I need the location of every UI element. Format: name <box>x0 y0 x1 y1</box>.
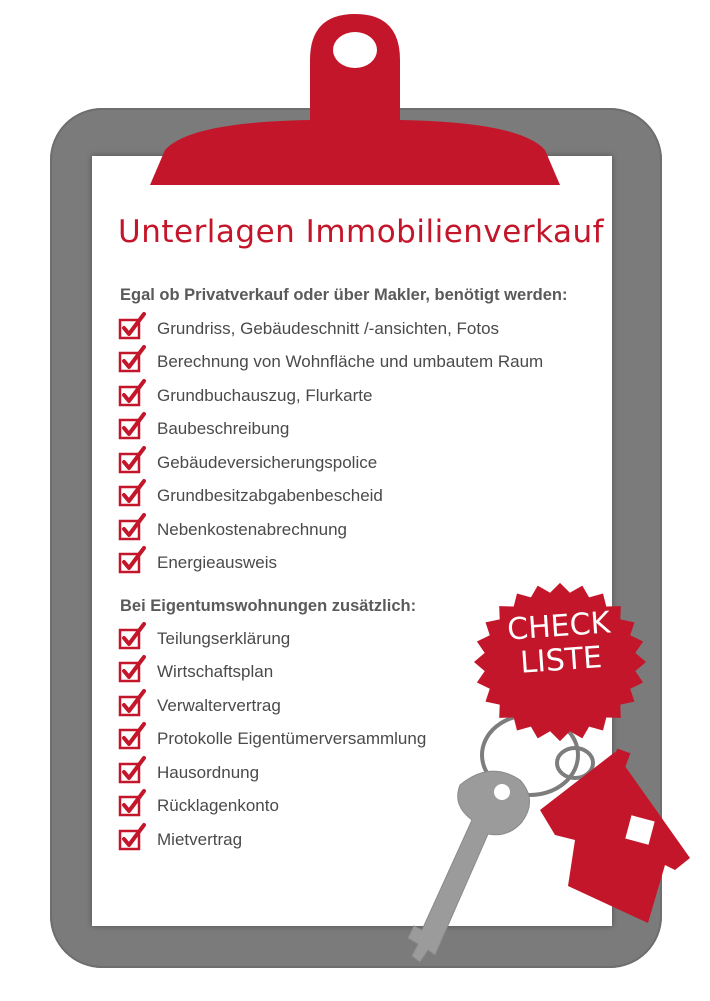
source-credit: Quelle: LBS <box>484 904 554 919</box>
checkbox-check-icon <box>118 317 142 341</box>
checklist-badge <box>468 604 652 684</box>
checklist-condominium <box>118 622 426 857</box>
list-item: Nebenkostenabrechnung <box>118 513 543 547</box>
checkbox-check-icon <box>118 660 142 684</box>
list-item: Hausordnung <box>118 756 426 790</box>
checkbox-check-icon <box>118 384 142 408</box>
list-item: Berechnung von Wohnfläche und umbautem Raum <box>118 346 543 380</box>
checkbox-check-icon <box>118 727 142 751</box>
list-item: Gebäudeversicherungspolice <box>118 446 543 480</box>
checklist-general <box>118 312 543 580</box>
list-item: Grundbesitzabgabenbescheid <box>118 480 543 514</box>
page-title: Unterlagen Immobilienverkauf <box>118 214 605 250</box>
list-item: Teilungserklärung <box>118 622 426 656</box>
checkbox-check-icon <box>118 417 142 441</box>
list-item: Grundriss, Gebäudeschnitt /-ansichten, Fotos <box>118 312 543 346</box>
list-item: Baubeschreibung <box>118 413 543 447</box>
checkbox-check-icon <box>118 694 142 718</box>
checkbox-check-icon <box>118 484 142 508</box>
checkbox-check-icon <box>118 551 142 575</box>
list-item: Wirtschaftsplan <box>118 656 426 690</box>
checkbox-check-icon <box>118 761 142 785</box>
checkbox-check-icon <box>118 350 142 374</box>
clipboard-clip-icon <box>0 0 710 200</box>
checkbox-check-icon <box>118 828 142 852</box>
list-item: Protokolle Eigentümerversammlung <box>118 723 426 757</box>
badge-line-2: LISTE <box>519 640 604 681</box>
list-item: Verwaltervertrag <box>118 689 426 723</box>
section-heading-condominium: Bei Eigentumswohnungen zusätzlich: <box>120 597 417 615</box>
list-item: Mietvertrag <box>118 823 426 857</box>
list-item: Rücklagenkonto <box>118 790 426 824</box>
checkbox-check-icon <box>118 794 142 818</box>
checkbox-check-icon <box>118 627 142 651</box>
checkbox-check-icon <box>118 451 142 475</box>
checkbox-check-icon <box>118 518 142 542</box>
list-item: Grundbuchauszug, Flurkarte <box>118 379 543 413</box>
list-item: Energieausweis <box>118 547 543 581</box>
badge-line-1: CHECK <box>506 605 612 648</box>
section-heading-general: Egal ob Privatverkauf oder über Makler, benötigt werden: <box>120 286 568 304</box>
